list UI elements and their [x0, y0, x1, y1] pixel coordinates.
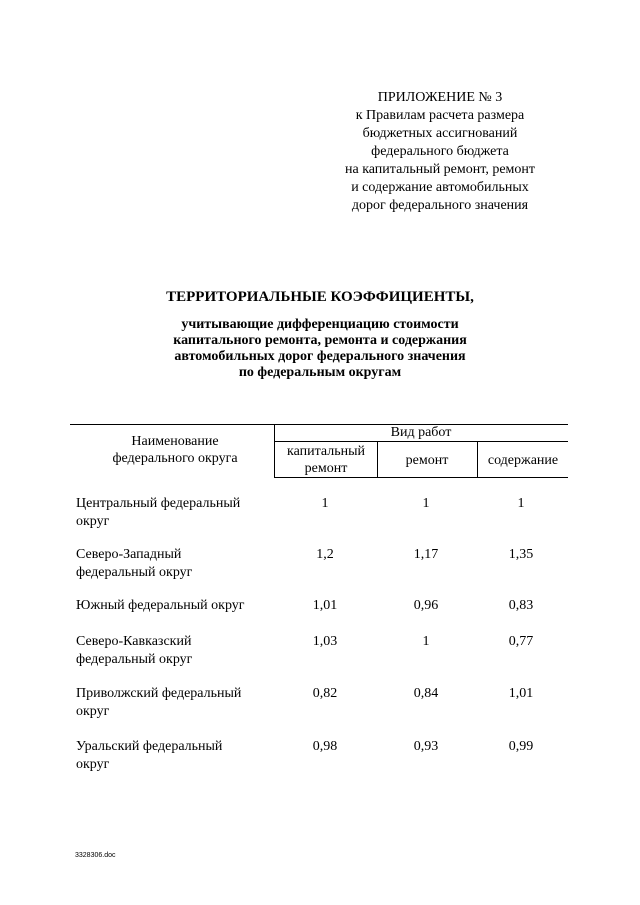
- value-capital-repair: 0,82: [312, 686, 338, 701]
- value-maintenance: 0,83: [508, 598, 534, 613]
- header-col-capital-repair: [276, 443, 376, 477]
- header-col-repair: ремонт: [405, 453, 449, 468]
- row-name: [76, 495, 266, 531]
- document-title: ТЕРРИТОРИАЛЬНЫЕ КОЭФФИЦИЕНТЫ,: [166, 289, 474, 305]
- appendix-line: и содержание автомобильных: [351, 180, 529, 195]
- row-name-line: Уральский федеральный: [76, 739, 223, 754]
- header-name-line: федерального округа: [112, 451, 238, 466]
- row-name-line: Южный федеральный округ: [76, 598, 245, 613]
- appendix-line: ПРИЛОЖЕНИЕ № 3: [377, 90, 503, 105]
- value-repair: 0,84: [413, 686, 439, 701]
- document-subtitle: [120, 317, 520, 381]
- row-name-line: округ: [76, 514, 110, 529]
- value-repair: 0,93: [413, 739, 439, 754]
- value-capital-repair: 1,01: [312, 598, 338, 613]
- appendix-line: дорог федерального значения: [351, 198, 529, 213]
- appendix-line: бюджетных ассигнований: [362, 126, 518, 141]
- row-name: [76, 597, 266, 615]
- file-reference: 3328306.doc: [75, 852, 116, 859]
- header-name: [90, 433, 260, 467]
- row-name: [76, 738, 266, 774]
- value-maintenance: 1,01: [508, 686, 534, 701]
- subtitle-line: по федеральным округам: [238, 365, 402, 380]
- value-maintenance: 1,35: [508, 547, 534, 562]
- row-name-line: Северо-Западный: [76, 547, 182, 562]
- value-repair: 0,96: [413, 598, 439, 613]
- value-capital-repair: 0,98: [312, 739, 338, 754]
- subtitle-line: капитального ремонта, ремонта и содержания: [173, 333, 467, 348]
- appendix-line: федерального бюджета: [371, 144, 509, 159]
- row-name-line: Северо-Кавказский: [76, 634, 192, 649]
- row-name-line: федеральный округ: [76, 652, 193, 667]
- row-name: [76, 546, 266, 582]
- appendix-line: на капитальный ремонт, ремонт: [344, 162, 535, 177]
- value-maintenance: 0,99: [508, 739, 534, 754]
- row-name-line: Приволжский федеральный: [76, 686, 242, 701]
- value-repair: 1: [422, 634, 430, 649]
- header-col-maintenance: содержание: [487, 453, 559, 468]
- value-capital-repair: 1,2: [316, 547, 334, 562]
- group-header-rule: [274, 441, 568, 442]
- row-name-line: округ: [76, 704, 110, 719]
- appendix-block: [330, 89, 550, 215]
- row-name-line: федеральный округ: [76, 565, 193, 580]
- value-maintenance: 0,77: [508, 634, 534, 649]
- value-repair: 1,17: [413, 547, 439, 562]
- row-name: [76, 633, 266, 669]
- row-name-line: Центральный федеральный: [76, 496, 241, 511]
- value-maintenance: 1: [517, 496, 525, 511]
- header-col-line: капитальный: [287, 444, 365, 459]
- appendix-line: к Правилам расчета размера: [355, 108, 525, 123]
- table-header-bottom-rule: [274, 477, 568, 478]
- header-group: Вид работ: [390, 425, 452, 440]
- header-name-line: Наименование: [131, 434, 219, 449]
- subtitle-line: учитывающие дифференциацию стоимости: [181, 317, 459, 332]
- value-capital-repair: 1: [321, 496, 329, 511]
- value-repair: 1: [422, 496, 430, 511]
- value-capital-repair: 1,03: [312, 634, 338, 649]
- row-name-line: округ: [76, 757, 110, 772]
- row-name: [76, 685, 266, 721]
- header-col-line: ремонт: [304, 461, 348, 476]
- subtitle-line: автомобильных дорог федерального значения: [174, 349, 466, 364]
